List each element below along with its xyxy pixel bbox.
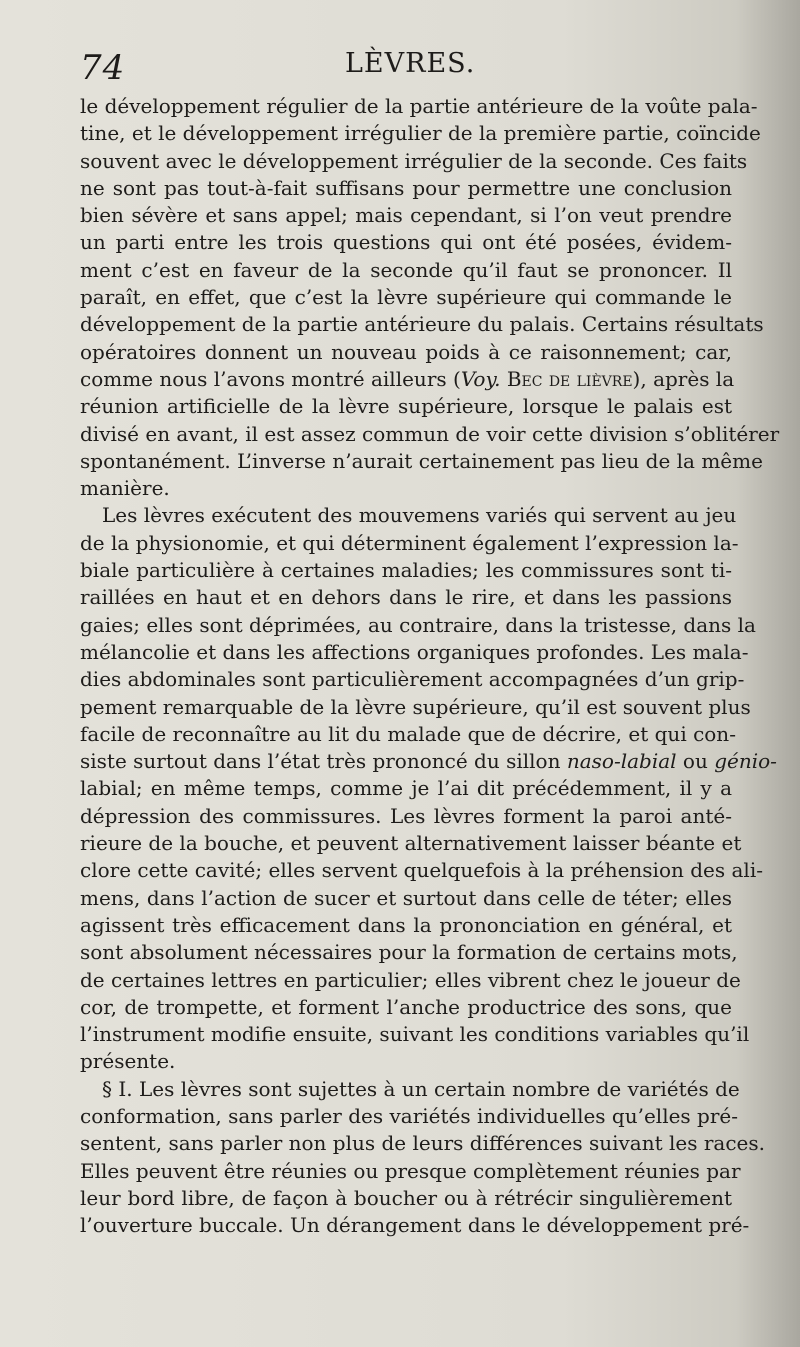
text-line: l’ouverture buccale. Un dérangement dans le développement pré- [80, 1213, 750, 1238]
text-line: sentent, sans parler non plus de leurs différences suivant les races. [80, 1131, 765, 1156]
text-line-section-start: § I. Les lèvres sont sujettes à un certain nombre de variétés de [102, 1076, 740, 1101]
italic-term: naso-labial [566, 749, 677, 774]
line-segment: comme nous l’avons montré ailleurs ( [80, 366, 461, 391]
line-segment: ), après la [632, 366, 735, 391]
text-line-cross-reference [80, 366, 735, 393]
text-line: mélancolie et dans les affections organiques profondes. Les mala- [80, 639, 749, 664]
text-line: dies abdominales sont particulièrement accompagnées d’un grip- [80, 667, 745, 692]
text-line: un parti entre les trois questions qui ont été posées, évidem- [80, 230, 732, 255]
text-line: paraît, en effet, que c’est la lèvre supérieure qui commande le [80, 285, 732, 310]
text-line: de la physionomie, et qui déterminent également l’expression la- [80, 530, 739, 555]
text-line: sont absolument nécessaires pour la formation de certains mots, [80, 940, 738, 965]
line-segment: siste surtout dans l’état très prononcé du sillon [80, 749, 567, 774]
text-line: rieure de la bouche, et peuvent alternativement laisser béante et [80, 831, 742, 856]
text-line: conformation, sans parler des variétés individuelles qu’elles pré- [80, 1103, 739, 1128]
cross-reference-title: Bec de lièvre [506, 366, 633, 391]
page-number: 74 [80, 48, 126, 88]
italic-term: génio- [714, 749, 777, 774]
text-line: ne sont pas tout-à-fait suffisans pour permettre une conclusion [80, 175, 732, 200]
text-line: gaies; elles sont déprimées, au contraire, dans la tristesse, dans la [80, 612, 756, 637]
text-line: pement remarquable de la lèvre supérieure, qu’il est souvent plus [80, 694, 751, 719]
text-line-paragraph-end: manière. [80, 476, 170, 501]
text-line: facile de reconnaître au lit du malade que de décrire, et qui con- [80, 721, 736, 746]
text-line: bien sévère et sans appel; mais cependant, si l’on veut prendre [80, 203, 732, 228]
text-line: spontanément. L’inverse n’aurait certainement pas lieu de la même [80, 448, 763, 473]
text-line: ment c’est en faveur de la seconde qu’il faut se prononcer. Il [80, 257, 732, 282]
text-line: agissent très efficacement dans la prononciation en général, et [80, 912, 732, 937]
text-line: souvent avec le développement irrégulier de la seconde. Ces faits [80, 148, 748, 173]
text-line: l’instrument modifie ensuite, suivant les conditions variables qu’il [80, 1022, 750, 1047]
text-line: labial; en même temps, comme je l’ai dit précédemment, il y a [80, 776, 732, 801]
text-line: opératoires donnent un nouveau poids à ce raisonnement; car, [80, 339, 732, 364]
text-line: cor, de trompette, et forment l’anche productrice des sons, que [80, 994, 732, 1019]
text-line: tine, et le développement irrégulier de la première partie, coïncide [80, 121, 761, 146]
text-line: réunion artificielle de la lèvre supérieure, lorsque le palais est [80, 394, 732, 419]
page-header [80, 42, 740, 92]
text-line: biale particulière à certaines maladies; les commissures sont ti- [80, 558, 732, 583]
running-title: LÈVRES. [345, 48, 476, 79]
text-line: le développement régulier de la partie antérieure de la voûte pala- [80, 94, 758, 118]
body-text [80, 93, 780, 1239]
text-line: dépression des commissures. Les lèvres forment la paroi anté- [80, 803, 732, 828]
text-line: divisé en avant, il est assez commun de voir cette division s’oblitérer [80, 421, 780, 446]
text-line: Elles peuvent être réunies ou presque complètement réunies par [80, 1158, 741, 1183]
text-line: développement de la partie antérieure du palais. Certains résultats [80, 312, 764, 337]
cross-reference-abbrev: Voy. [460, 366, 501, 391]
text-line-paragraph-start: Les lèvres exécutent des mouvemens variés qui servent au jeu [102, 503, 737, 528]
text-line: clore cette cavité; elles servent quelquefois à la préhension des ali- [80, 858, 763, 883]
text-line: raillées en haut et en dehors dans le rire, et dans les passions [80, 585, 732, 610]
text-line-italic-terms [80, 748, 777, 775]
text-line: de certaines lettres en particulier; elles vibrent chez le joueur de [80, 967, 741, 992]
text-line-paragraph-end: présente. [80, 1049, 176, 1074]
text-line: mens, dans l’action de sucer et surtout dans celle de téter; elles [80, 885, 732, 910]
text-line: leur bord libre, de façon à boucher ou à rétrécir singulièrement [80, 1185, 732, 1210]
line-segment: ou [676, 749, 715, 774]
